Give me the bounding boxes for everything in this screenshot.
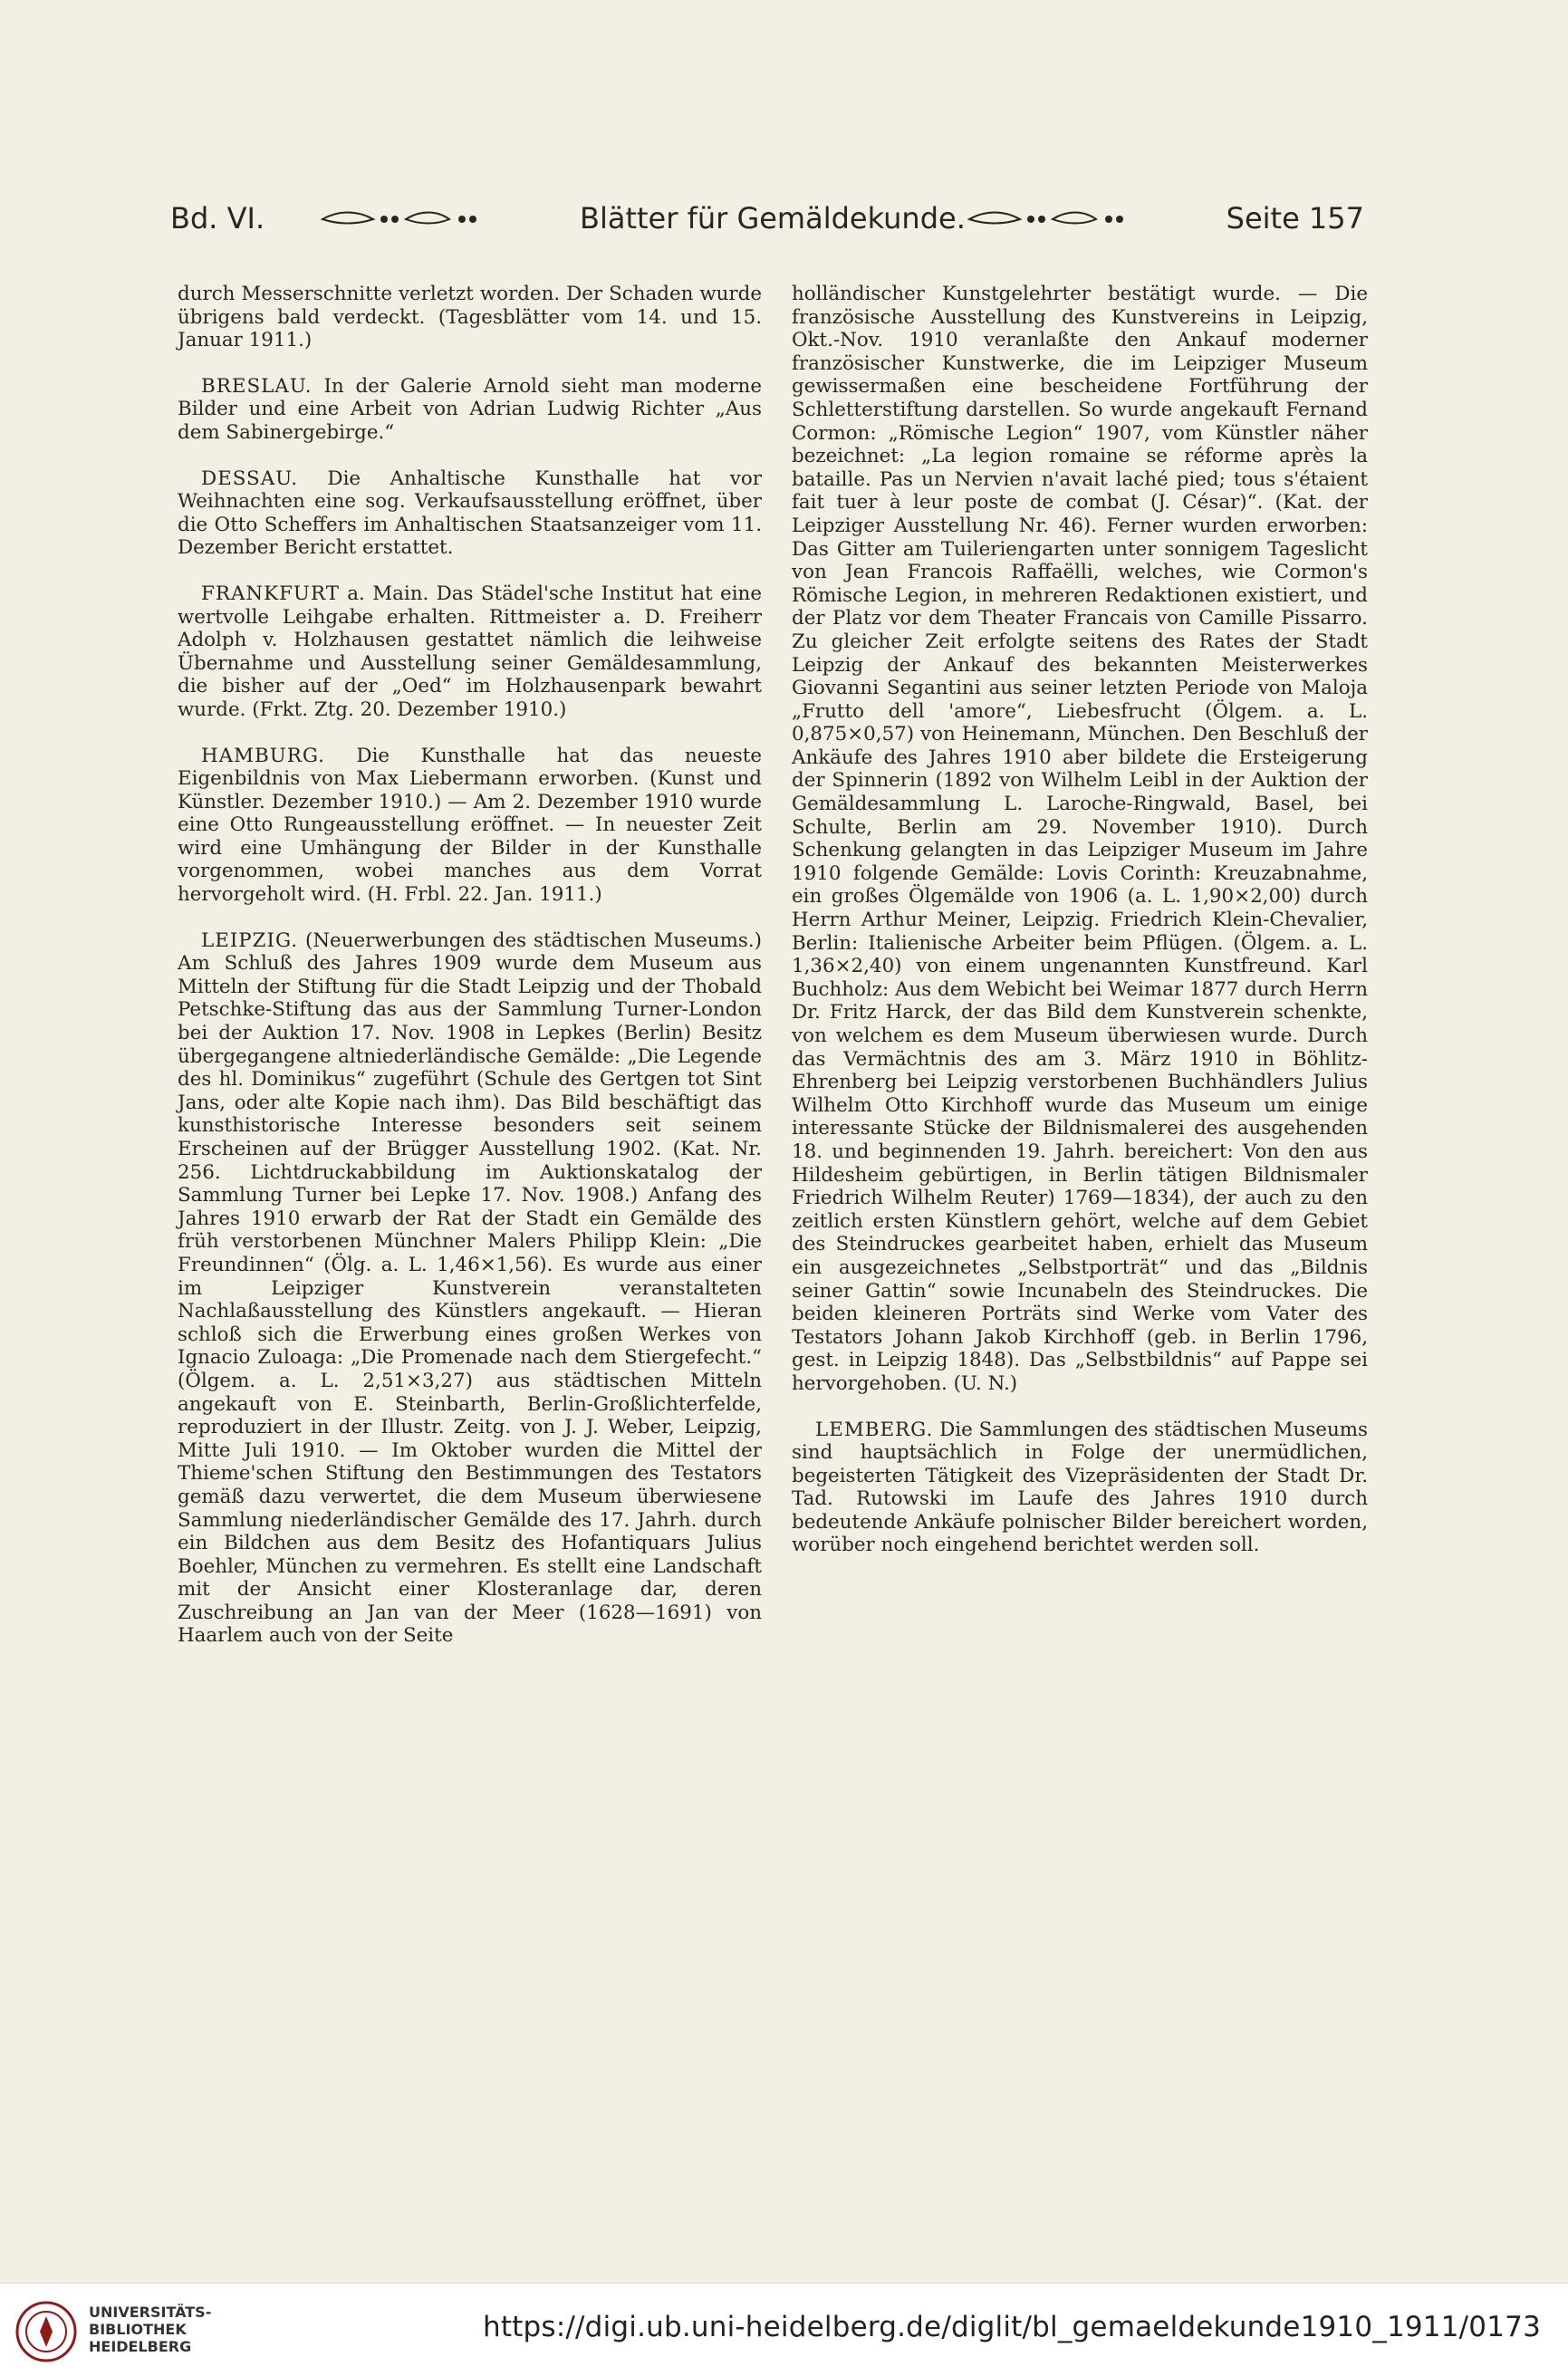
place-heading: LEIPZIG. xyxy=(201,928,299,952)
place-heading: DESSAU. xyxy=(201,467,299,490)
library-line-1: UNIVERSITÄTS- xyxy=(89,2304,212,2321)
right-text-column xyxy=(792,283,1368,1580)
paragraph-text: Die Sammlungen des städtischen Museums sind hauptsächlich in Folge der unermüdlichen, begeisterten Tätigkeit des Vizepräsidenten der Stadt Dr. Tad. Rutowski im Laufe des Jahres 1910 durch bedeutende Ankäufe polnischer Bilder bereichert worden, worüber noch eingehend berichtet werden soll. xyxy=(792,1418,1368,1557)
article-paragraph xyxy=(178,582,762,722)
library-line-3: HEIDELBERG xyxy=(89,2338,192,2355)
page-number: Seite 157 xyxy=(1226,201,1364,236)
journal-title: Blätter für Gemäldekunde. xyxy=(580,201,966,236)
left-text-column xyxy=(178,283,762,1670)
paragraph-text: In der Galerie Arnold sieht man moderne Bilder und eine Arbeit von Adrian Ludwig Richter „Aus dem Sabinergebirge.“ xyxy=(178,374,762,444)
library-line-2: BIBLIOTHEK xyxy=(89,2321,187,2338)
permalink-url[interactable]: https://digi.ub.uni-heidelberg.de/diglit/bl_gemaeldekunde1910_1911/0173 xyxy=(482,2311,1541,2343)
paragraph-text: Die Anhaltische Kunsthalle hat vor Weihnachten eine sog. Verkaufsausstellung eröffnet, über die Otto Scheffers im Anhaltischen Staatsanzeiger vom 11. Dezember Bericht erstattet. xyxy=(178,467,762,560)
volume-number: Bd. VI. xyxy=(170,201,265,236)
article-paragraph xyxy=(178,467,762,560)
place-heading: BRESLAU. xyxy=(201,374,313,398)
article-paragraph xyxy=(792,283,1368,1396)
paragraph-text: Die Kunsthalle hat das neueste Eigenbildnis von Max Liebermann erworben. (Kunst und Künstler. Dezember 1910.) — Am 2. Dezember 1910 wurde eine Otto Rungeausstellung eröffnet. — In neuester Zeit wird eine Umhängung der Bilder in der Kunsthalle vorgenommen, wobei manches aus dem Vorrat hervorgeholt wird. (H. Frbl. 22. Jan. 1911.) xyxy=(178,744,762,907)
university-seal-icon xyxy=(14,2300,78,2363)
place-heading: LEMBERG. xyxy=(815,1418,934,1441)
article-paragraph xyxy=(178,929,762,1648)
ornament-left-icon xyxy=(321,210,493,228)
paragraph-text: durch Messerschnitte verletzt worden. Der Schaden wurde übrigens bald verdeckt. (Tagesblätter vom 14. und 15. Januar 1911.) xyxy=(178,283,762,352)
place-heading: FRANKFURT xyxy=(201,582,340,605)
running-header xyxy=(170,197,1364,248)
paragraph-text: a. Main. Das Städel'sche Institut hat eine wertvolle Leihgabe erhalten. Rittmeister a. D. Freiherr Adolph v. Holzhausen gestattet nämlich die leihweise Übernahme und Ausstellung seiner Gemäldesammlung, die bisher auf der „Oed“ im Holzhausenpark bewahrt wurde. (Frkt. Ztg. 20. Dezember 1910.) xyxy=(178,582,762,721)
article-paragraph xyxy=(178,283,762,352)
article-paragraph xyxy=(792,1419,1368,1558)
library-name xyxy=(89,2304,211,2355)
paragraph-text: holländischer Kunstgelehrter bestätigt wurde. — Die französische Ausstellung des Kunstvereins in Leipzig, Okt.-Nov. 1910 veranlaßte den Ankauf moderner französischer Kunstwerke, die im Leipziger Museum gewissermaßen eine bescheidene Fortführung der Schletterstiftung darstellen. So wurde angekauft Fernand Cormon: „Römische Legion“ 1907, vom Künstler näher bezeichnet: „La legion romaine se réforme après la bataille. Pas un Nervien n'avait laché pied; tous s'étaient fait tuer à leur poste de combat (J. César)“. (Kat. der Leipziger Ausstellung Nr. 46). Ferner wurden erworben: Das Gitter am Tuileriengarten unter sonnigem Tageslicht von Jean Francois Raffaëlli, welches, wie Cormon's Römische Legion, in mehreren Redaktionen existiert, und der Platz vor dem Theater Francais von Camille Pissarro. Zu gleicher Zeit erfolgte seitens des Rates der Stadt Leipzig der Ankauf des bekannten Meisterwerkes Giovanni Segantini aus seiner letzten Periode von Maloja „Frutto dell 'amore“, Liebesfrucht (Ölgem. a. L. 0,875×0,57) von Heinemann, München. Den Beschluß der Ankäufe des Jahres 1910 aber bildete die Ersteigerung der Spinnerin (1892 von Wilhelm Leibl in der Auktion der Gemäldesammlung L. Laroche-Ringwald, Basel, bei Schulte, Berlin am 29. November 1910). Durch Schenkung gelangten in das Leipziger Museum im Jahre 1910 folgende Gemälde: Lovis Corinth: Kreuzabnahme, ein großes Ölgemälde von 1906 (a. L. 1,90×2,00) durch Herrn Arthur Meiner, Leipzig. Friedrich Klein-Chevalier, Berlin: Italienische Arbeiter beim Pflügen. (Ölgem. a. L. 1,36×2,40) von einem ungenannten Kunstfreund. Karl Buchholz: Aus dem Webicht bei Weimar 1877 durch Herrn Dr. Fritz Harck, der das Bild dem Kunstverein schenkte, von welchem es dem Museum überwiesen wurde. Durch das Vermächtnis des am 3. März 1910 in Böhlitz-Ehrenberg bei Leipzig verstorbenen Buchhändlers Julius Wilhelm Otto Kirchhoff wurde das Museum um einige interessante Stücke der Bildnismalerei des ausgehenden 18. und beginnenden 19. Jahrh. bereichert: Von den aus Hildesheim gebürtigen, in Berlin tätigen Bildnismaler Friedrich Wilhelm Reuter) 1769—1834), der auch zu den zeitlich ersten Künstlern gehört, welche auf dem Gebiet des Steindruckes gearbeitet haben, erhielt das Museum ein ausgezeichnetes „Selbstporträt“ und das „Bildnis seiner Gattin“ sowie Incunabeln des Steindruckes. Die beiden kleineren Porträts sind Werke vom Vater des Testators Johann Jakob Kirchhoff (geb. in Berlin 1796, gest. in Leipzig 1848). Das „Selbstbildnis“ auf Pappe sei hervorgehoben. (U. N.) xyxy=(792,283,1368,1395)
viewer-footer xyxy=(0,2283,1568,2376)
article-paragraph xyxy=(178,375,762,445)
place-heading: HAMBURG. xyxy=(201,744,325,767)
ornament-right-icon xyxy=(967,210,1140,228)
article-paragraph xyxy=(178,745,762,907)
paragraph-text: (Neuerwerbungen des städtischen Museums.) Am Schluß des Jahres 1909 wurde dem Museum aus Mitteln der Stiftung für die Stadt Leipzig und der Thobald Petschke-Stiftung das aus der Sammlung Turner-London bei der Auktion 17. Nov. 1908 in Lepkes (Berlin) Besitz übergegangene altniederländische Gemälde: „Die Legende des hl. Dominikus“ zugeführt (Schule des Gertgen tot Sint Jans, oder alte Kopie nach ihm). Das Bild beschäftigt das kunsthistorische Interesse besonders seit seinem Erscheinen auf der Brügger Ausstellung 1902. (Kat. Nr. 256. Lichtdruckabbildung im Auktionskatalog der Sammlung Turner bei Lepke 17. Nov. 1908.) Anfang des Jahres 1910 erwarb der Rat der Stadt ein Gemälde des früh verstorbenen Münchner Malers Philipp Klein: „Die Freundinnen“ (Ölg. a. L. 1,46×1,56). Es wurde aus einer im Leipziger Kunstverein veranstalteten Nachlaßausstellung des Künstlers angekauft. — Hieran schloß sich die Erwerbung eines großen Werkes von Ignacio Zuloaga: „Die Promenade nach dem Stiergefecht.“ (Ölgem. a. L. 2,51×3,27) aus städtischen Mitteln angekauft von E. Steinbarth, Berlin-Großlichterfelde, reproduziert in der Illustr. Zeitg. von J. J. Weber, Leipzig, Mitte Juli 1910. — Im Oktober wurden die Mittel der Thieme'schen Stiftung den Bestimmungen des Testators gemäß dazu verwertet, die dem Museum überwiesene Sammlung niederländischer Gemälde des 17. Jahrh. durch ein Bildchen aus dem Besitz des Hofantiquars Julius Boehler, München zu vermehren. Es stellt eine Landschaft mit der Ansicht einer Klosteranlage dar, deren Zuschreibung an Jan van der Meer (1628—1691) von Haarlem auch von der Seite xyxy=(178,928,762,1648)
